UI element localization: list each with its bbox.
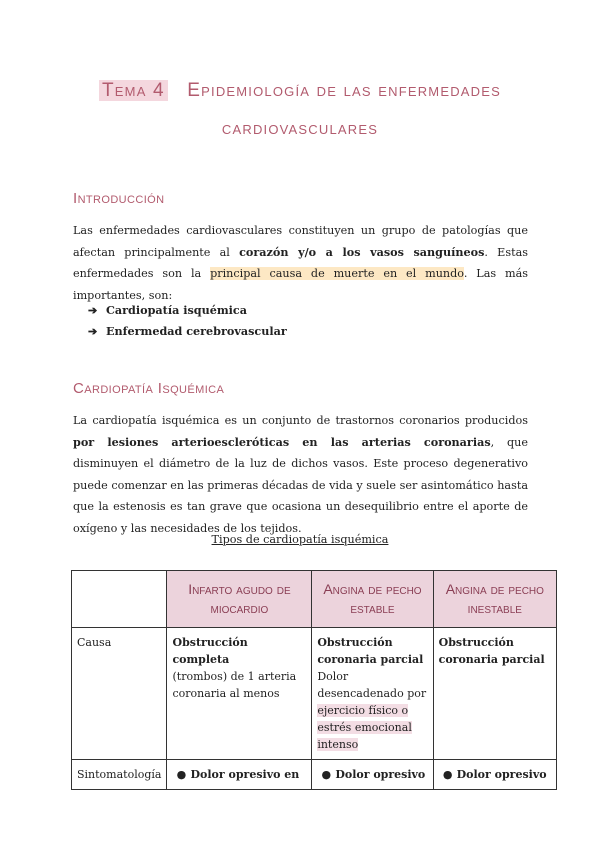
table-caption: Tipos de cardiopatía isquémica (211, 533, 389, 546)
cardiopathy-types-table (71, 570, 557, 790)
table-cell: ● Dolor opresivo en (167, 760, 312, 790)
disease-list (88, 300, 287, 342)
intro-heading: Introducción (73, 190, 165, 207)
bullet-icon: ● (321, 768, 332, 781)
column-header: Angina de pecho inestable (433, 571, 556, 628)
column-header: Angina de pecho estable (312, 571, 433, 628)
bullet-icon: ● (442, 768, 453, 781)
table-corner-cell (72, 571, 167, 628)
table-row (72, 760, 557, 790)
ischemic-paragraph: La cardiopatía isquémica es un conjunto de trastornos coronarios producidos por lesiones arterioescleróticas en las arterias coronarias, que disminuyen el diámetro de la luz de dichos vasos. Este proceso degenerativo puede comenzar en las primeras décadas de vida y suele ser asintomático hasta que la estenosis es tan grave que ocasiona un desequilibrio entre el aporte de oxígeno y las necesidades de los tejidos. (73, 414, 528, 535)
document-title-line-1 (0, 74, 600, 108)
table-cell: ● Dolor opresivo (433, 760, 556, 790)
highlight: principal causa de muerte en el mundo (210, 267, 464, 280)
highlight: ejercicio físico o estrés emocional intenso (317, 704, 412, 751)
topic-tag: Tema 4 (99, 80, 168, 101)
row-header: Causa (72, 628, 167, 760)
title-text: Epidemiología de las enfermedades (187, 80, 501, 101)
intro-paragraph: Las enfermedades cardiovasculares constituyen un grupo de patologías que afectan principalmente al corazón y/o a los vasos sanguíneos. Estas enfermedades son la principal causa de muerte en el mundo. Las más importantes, son: (73, 224, 529, 302)
row-header: Sintomatología (72, 760, 167, 790)
list-item: ➔ Cardiopatía isquémica (88, 300, 287, 321)
arrow-icon: ➔ (88, 324, 98, 338)
document-title-line-2: cardiovasculares (221, 118, 379, 139)
table-cell: Obstrucción coronaria parcial (433, 628, 556, 760)
ischemic-heading: Cardiopatía Isquémica (73, 380, 225, 397)
list-item: ➔ Enfermedad cerebrovascular (88, 321, 287, 342)
table-header-row (72, 571, 557, 628)
table-cell: ● Dolor opresivo (312, 760, 433, 790)
column-header: Infarto agudo de miocardio (167, 571, 312, 628)
table-cell: Obstrucción completa (trombos) de 1 arteria coronaria al menos (167, 628, 312, 760)
table-cell: Obstrucción coronaria parcial Dolor desencadenado por ejercicio físico o estrés emocional intenso (312, 628, 433, 760)
arrow-icon: ➔ (88, 303, 98, 317)
bullet-icon: ● (176, 768, 187, 781)
table-row (72, 628, 557, 760)
